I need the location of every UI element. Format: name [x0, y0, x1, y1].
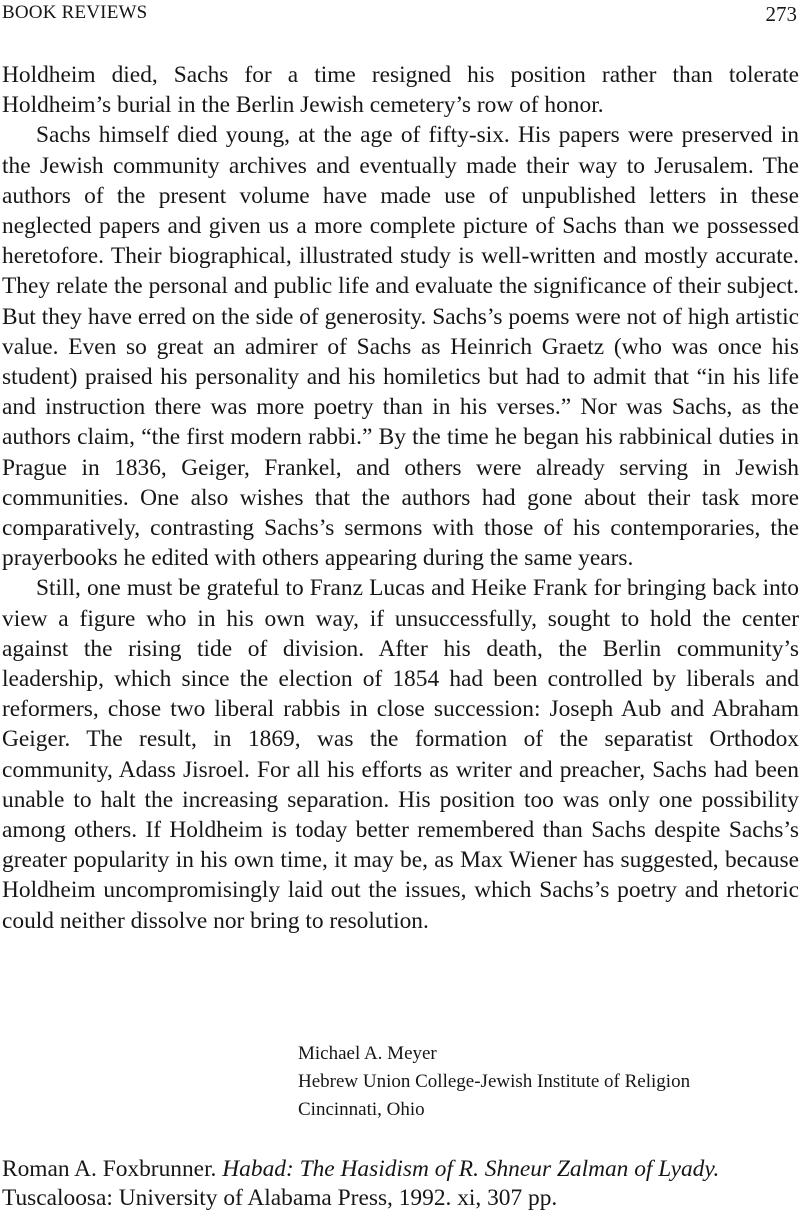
book-title: Habad: The Hasidism of R. Shneur Zalman of Lyady.	[222, 1156, 720, 1182]
next-review-citation	[2, 1155, 799, 1213]
reviewer-institution: Hebrew Union College-Jewish Institute of Religion	[298, 1071, 691, 1092]
review-body	[2, 60, 799, 936]
book-publication: Tuscaloosa: University of Alabama Press, 1992. xi, 307 pp.	[2, 1185, 558, 1211]
reviewer-name: Michael A. Meyer	[298, 1043, 437, 1064]
page-number: 273	[765, 2, 797, 26]
paragraph: Sachs himself died young, at the age of fifty-six. His papers were preserved in the Jewish community archives and eventually made their way to Jerusalem. The authors of the present volume have made use of unpublished letters in these neglected papers and given us a more complete picture of Sachs than we possessed heretofore. Their biographical, illustrated study is well-written and mostly accurate. They relate the personal and public life and evaluate the significance of their subject. But they have erred on the side of generosity. Sachs’s poems were not of high artistic value. Even so great an admirer of Sachs as Heinrich Graetz (who was once his student) praised his personality and his homiletics but had to admit that “in his life and instruction there was more poetry than in his verses.” Nor was Sachs, as the authors claim, “the first modern rabbi.” By the time he began his rabbinical duties in Prague in 1836, Geiger, Frankel, and others were already serving in Jewish communities. One also wishes that the authors had gone about their task more comparatively, contrasting Sachs’s sermons with those of his contemporaries, the prayerbooks he edited with others appearing during the same years.	[2, 122, 799, 572]
reviewer-signature	[298, 1040, 690, 1124]
section-title: BOOK REVIEWS	[2, 2, 148, 23]
citation-line-1	[2, 1155, 799, 1184]
paragraph: Still, one must be grateful to Franz Lucas and Heike Frank for bringing back into view a figure who in his own way, if unsuccessfully, sought to hold the center against the rising tide of division. After his death, the Berlin community’s leadership, which since the election of 1854 had been controlled by liberals and reformers, chose two liberal rabbis in close succession: Joseph Aub and Abraham Geiger. The result, in 1869, was the formation of the separatist Orthodox community, Adass Jisroel. For all his efforts as writer and preacher, Sachs had been unable to halt the increasing separation. His position too was only one possibility among others. If Holdheim is today better remembered than Sachs despite Sachs’s greater popularity in his own time, it may be, as Max Wiener has suggested, because Holdheim uncompromisingly laid out the issues, which Sachs’s poetry and rhetoric could neither dissolve nor bring to resolution.	[2, 575, 799, 934]
running-head	[2, 2, 797, 28]
book-author: Roman A. Foxbrunner.	[2, 1156, 217, 1182]
reviewer-location: Cincinnati, Ohio	[298, 1099, 425, 1120]
paragraph-continued: Holdheim died, Sachs for a time resigned his position rather than tolerate Holdheim’s burial in the Berlin Jewish cemetery’s row of honor.	[2, 62, 799, 119]
